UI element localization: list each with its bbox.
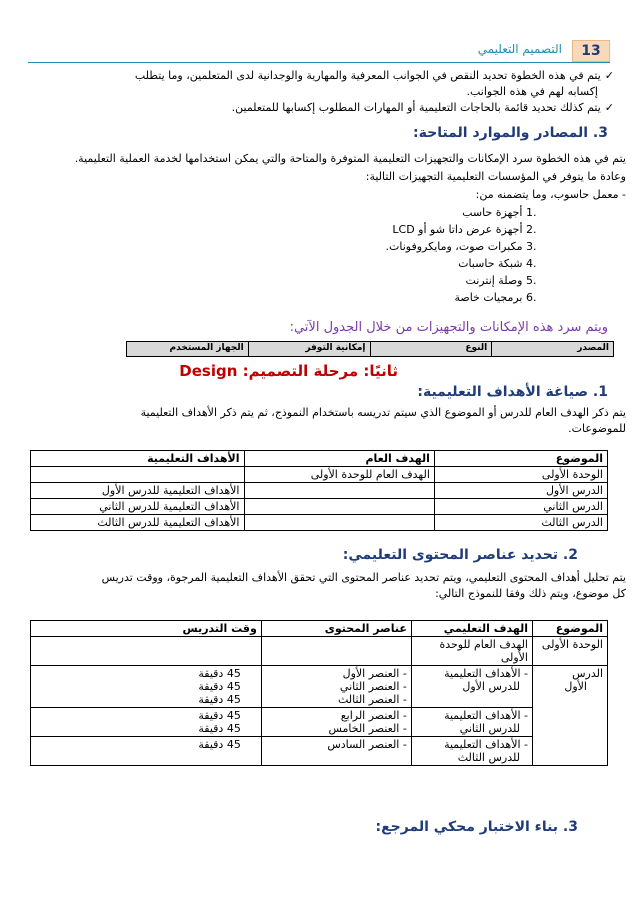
col-header: وقت التدريس xyxy=(31,621,262,637)
col-header: الموضوع xyxy=(434,451,607,467)
header-title: التصميم التعليمي xyxy=(477,42,562,56)
resources-paragraph-3: - معمل حاسوب، وما يتضمنه من: xyxy=(475,188,626,201)
content-paragraph-line-2: كل موضوع، ويتم ذلك وفقا للنموذج التالي: xyxy=(435,587,626,600)
list-item: 2. أجهزة عرض داتا شو أو LCD xyxy=(392,223,537,236)
table-intro: ويتم سرد هذه الإمكانات والتجهيزات من خلال الجدول الآتي: xyxy=(289,320,608,335)
objectives-heading: 1. صياغة الأهداف التعليمية: xyxy=(417,384,608,400)
col-header: النوع xyxy=(370,342,492,357)
table-row: الدرس الثاني الأهداف التعليمية للدرس الثاني xyxy=(31,499,608,515)
table-row: الوحدة الأولى الهدف العام للوحدة الأولى xyxy=(31,467,608,483)
content-table xyxy=(30,620,608,766)
col-header: الأهداف التعليمية xyxy=(31,451,245,467)
table-row: الدرس الأول - الأهداف التعليمية للدرس الأول - العنصر الأول - العنصر الثاني - العنصر الثالث 45 دقيقة 45 دقيقة 45 دقيقة xyxy=(31,666,608,708)
table-row: الدرس الأول الأهداف التعليمية للدرس الأول xyxy=(31,483,608,499)
resources-paragraph-2: وعادة ما يتوفر في المؤسسات التعليمية التجهيزات التالية: xyxy=(365,170,626,183)
objectives-paragraph-line-1: يتم ذكر الهدف العام للدرس أو الموضوع الذي سيتم تدريسه باستخدام النموذج، ثم يتم ذكر الأهداف التعليمية xyxy=(140,406,626,419)
check-icon: ✓ xyxy=(604,101,614,114)
col-header: الهدف العام xyxy=(244,451,434,467)
list-item: 5. وصلة إنترنت xyxy=(465,274,537,287)
table-row: - الأهداف التعليمية للدرس الثالث - العنصر السادس 45 دقيقة xyxy=(31,737,608,766)
col-header: الجهاز المستخدم xyxy=(127,342,249,357)
list-item: 6. برمجيات خاصة xyxy=(454,291,537,304)
col-header: الموضوع xyxy=(533,621,608,637)
resources-table xyxy=(126,341,614,357)
col-header: المصدر xyxy=(492,342,614,357)
content-heading: 2. تحديد عناصر المحتوى التعليمي: xyxy=(342,547,578,563)
bullet-1-line-1: ✓يتم في هذه الخطوة تحديد النقص في الجوانب المعرفية والمهارية والوجدانية لدى المتعلمين، وما يتطلب xyxy=(134,69,614,82)
resources-heading: 3. المصادر والموارد المتاحة: xyxy=(413,125,608,141)
col-header: عناصر المحتوى xyxy=(261,621,411,637)
col-header: الهدف التعليمي xyxy=(411,621,532,637)
page-number: 13 xyxy=(572,40,610,62)
list-item: 3. مكبرات صوت، ومايكروفونات. xyxy=(385,240,537,253)
bullet-2: ✓يتم كذلك تحديد قائمة بالحاجات التعليمية أو المهارات المطلوب إكسابها للمتعلمين. xyxy=(231,101,614,114)
design-heading: ثانيًا: مرحلة التصميم: Design xyxy=(179,362,398,380)
table-row: الدرس الثالث الأهداف التعليمية للدرس الثالث xyxy=(31,515,608,531)
table-row: الوحدة الأولى الهدف العام للوحدة الأولى xyxy=(31,637,608,666)
check-icon: ✓ xyxy=(604,69,614,82)
resources-paragraph-1: يتم في هذه الخطوة سرد الإمكانات والتجهيزات التعليمية المتوفرة والمتاحة والتي يمكن استخدامها لخدمة العملية التعليمية. xyxy=(74,152,626,165)
content-paragraph-line-1: يتم تحليل أهداف المحتوى التعليمي، ويتم تحديد عناصر المحتوى التي تحقق الأهداف التعليمية المرجوة، ووقت تدريس xyxy=(101,571,626,584)
list-item: 4. شبكة حاسبات xyxy=(458,257,537,270)
bullet-1-line-2: إكسابه لهم في هذه الجوانب. xyxy=(466,85,598,98)
objectives-table xyxy=(30,450,608,531)
table-row: - الأهداف التعليمية للدرس الثاني - العنصر الرابع - العنصر الخامس 45 دقيقة 45 دقيقة xyxy=(31,708,608,737)
list-item: 1. أجهزة حاسب xyxy=(462,206,537,219)
header-rule xyxy=(28,62,610,63)
col-header: إمكانية التوفر xyxy=(248,342,370,357)
objectives-paragraph-line-2: للموضوعات. xyxy=(568,422,626,435)
page-header xyxy=(28,40,610,62)
test-heading: 3. بناء الاختبار محكي المرجع: xyxy=(375,819,578,835)
